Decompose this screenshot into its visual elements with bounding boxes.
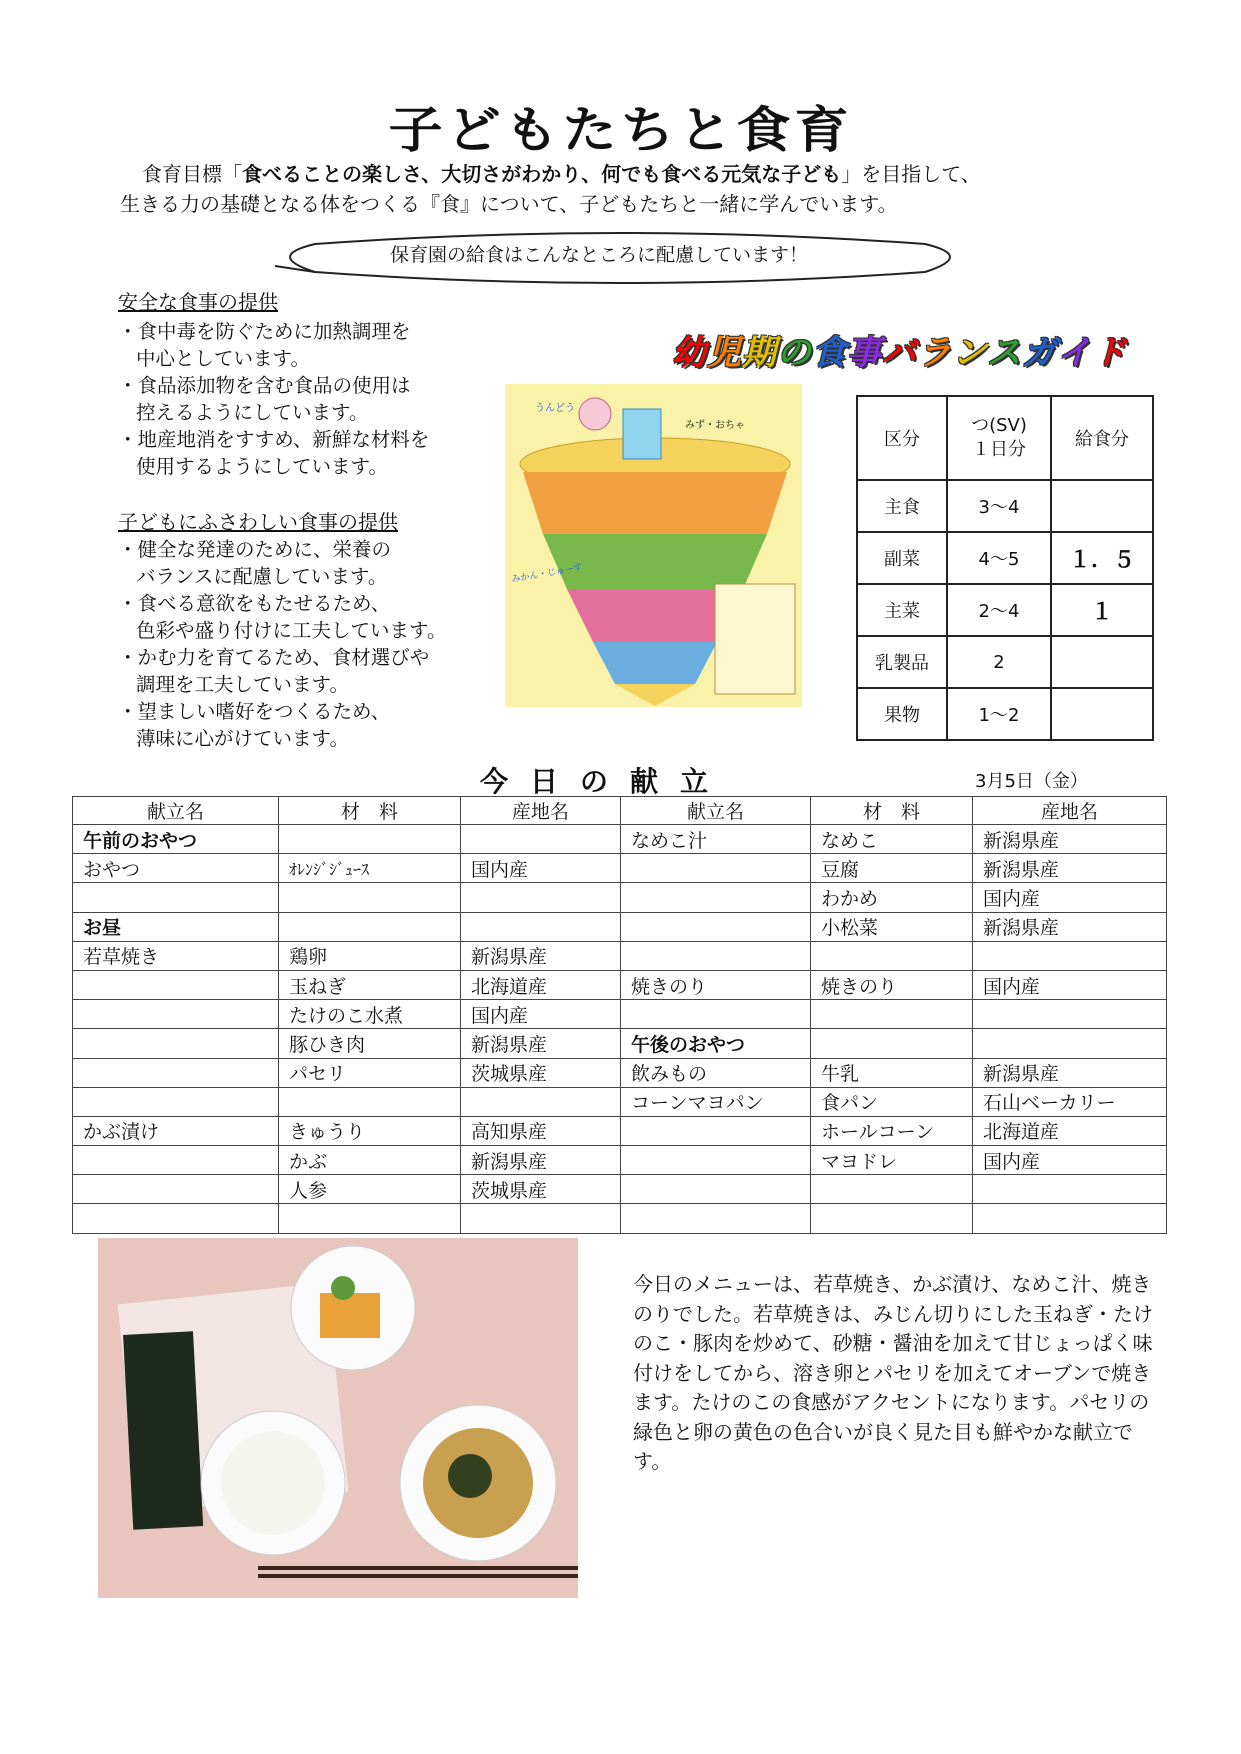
suitable-bullet-item (118, 644, 446, 698)
menu-cell: 北海道産 (973, 1116, 1167, 1145)
section-heading-safety: 安全な食事の提供 (118, 290, 278, 314)
safety-bullet-line: 中心としています。 (136, 347, 310, 370)
menu-cell (73, 1087, 279, 1116)
menu-row (73, 941, 1167, 970)
safety-bullet-item (118, 318, 429, 372)
safety-bullet-line: ・食中毒を防ぐために加熱調理を (118, 320, 411, 343)
sv-cell-school: １ (1051, 584, 1153, 636)
menu-cell (461, 912, 621, 941)
balance-guide-title: 幼児期の食事バランスガイド (672, 333, 1127, 373)
intro-suffix: 」を目指して、 (841, 162, 981, 186)
sv-cell-name: 果物 (857, 688, 947, 740)
menu-cell (73, 1029, 279, 1058)
menu-cell: 石山ベーカリー (973, 1087, 1167, 1116)
menu-cell: コーンマヨパン (621, 1087, 811, 1116)
menu-cell (461, 825, 621, 854)
menu-cell: 国内産 (973, 1146, 1167, 1175)
safety-bullet-line: ・地産地消をすすめ、新鮮な材料を (118, 428, 430, 451)
menu-cell: 茨城県産 (461, 1175, 621, 1204)
sv-cell-sv: 4～5 (947, 532, 1051, 584)
menu-cell: 豆腐 (811, 854, 973, 883)
menu-cell (461, 1204, 621, 1233)
menu-cell: 午後のおやつ (621, 1029, 811, 1058)
section-heading-suitable: 子どもにふさわしい食事の提供 (118, 510, 398, 534)
menu-cell (73, 970, 279, 999)
menu-cell: なめこ汁 (621, 825, 811, 854)
sv-cell-sv: 2 (947, 636, 1051, 688)
sv-row (857, 636, 1153, 688)
suitable-bullet-line: ・食べる意欲をもたせるため、 (118, 592, 391, 615)
safety-bullet-item (118, 372, 429, 426)
menu-cell: 焼きのり (811, 970, 973, 999)
menu-cell (279, 1204, 461, 1233)
safety-bullet-line: ・食品添加物を含む食品の使用は (118, 374, 411, 397)
sv-cell-school (1051, 688, 1153, 740)
menu-row (73, 1029, 1167, 1058)
suitable-bullet-item (118, 536, 446, 590)
sv-row (857, 480, 1153, 532)
menu-cell: 新潟県産 (973, 912, 1167, 941)
menu-cell: かぶ漬け (73, 1116, 279, 1145)
menu-heading: 今日の献立 (480, 765, 731, 798)
menu-cell: 鶏卵 (279, 941, 461, 970)
menu-cell: ホールコーン (811, 1116, 973, 1145)
menu-cell: 人参 (279, 1175, 461, 1204)
sv-cell-name: 副菜 (857, 532, 947, 584)
suitable-bullet-line: バランスに配慮しています。 (136, 565, 388, 588)
sv-header-school-lunch: 給食分 (1051, 396, 1153, 480)
menu-cell (73, 1204, 279, 1233)
menu-cell: パセリ (279, 1058, 461, 1087)
menu-cell (73, 1175, 279, 1204)
menu-row (73, 854, 1167, 883)
menu-cell: たけのこ水煮 (279, 1000, 461, 1029)
pyramid-label-exercise: うんどう (535, 403, 575, 414)
menu-cell (621, 1146, 811, 1175)
menu-row (73, 883, 1167, 912)
menu-cell (973, 941, 1167, 970)
menu-column-header: 材 料 (279, 797, 461, 825)
menu-cell: 国内産 (973, 883, 1167, 912)
menu-cell: 新潟県産 (461, 941, 621, 970)
menu-cell: 新潟県産 (973, 854, 1167, 883)
menu-cell (73, 883, 279, 912)
menu-cell: 小松菜 (811, 912, 973, 941)
menu-cell (811, 1175, 973, 1204)
menu-cell: おやつ (73, 854, 279, 883)
menu-cell (279, 1087, 461, 1116)
suitable-bullet-line: ・健全な発達のために、栄養の (118, 538, 392, 561)
menu-row (73, 1000, 1167, 1029)
menu-column-header: 産地名 (973, 797, 1167, 825)
sv-cell-sv: 1～2 (947, 688, 1051, 740)
menu-column-header: 産地名 (461, 797, 621, 825)
intro-line-1 (142, 160, 981, 188)
menu-cell: 新潟県産 (973, 1058, 1167, 1087)
menu-cell (621, 1175, 811, 1204)
suitable-bullet-line: ・かむ力を育てるため、食材選びや (118, 646, 430, 669)
menu-cell (279, 825, 461, 854)
sv-cell-name: 乳製品 (857, 636, 947, 688)
menu-cell: 北海道産 (461, 970, 621, 999)
menu-cell (621, 883, 811, 912)
menu-cell: 若草焼き (73, 941, 279, 970)
safety-bullet-line: 控えるようにしています。 (136, 401, 369, 424)
menu-cell (73, 1058, 279, 1087)
sv-row (857, 584, 1153, 636)
menu-row (73, 1204, 1167, 1233)
menu-cell: 高知県産 (461, 1116, 621, 1145)
menu-cell (461, 1087, 621, 1116)
intro-prefix: 食育目標「 (142, 162, 242, 186)
sv-row (857, 532, 1153, 584)
menu-cell: 国内産 (461, 854, 621, 883)
sv-cell-school (1051, 636, 1153, 688)
menu-cell: きゅうり (279, 1116, 461, 1145)
menu-cell: 焼きのり (621, 970, 811, 999)
sv-cell-sv: 2～4 (947, 584, 1051, 636)
menu-cell (621, 912, 811, 941)
menu-row (73, 1116, 1167, 1145)
menu-cell (621, 1204, 811, 1233)
menu-cell (73, 1000, 279, 1029)
serving-table (856, 395, 1154, 741)
menu-cell: 玉ねぎ (279, 970, 461, 999)
menu-cell: 食パン (811, 1087, 973, 1116)
sv-header-servings (947, 396, 1051, 480)
sv-cell-school (1051, 480, 1153, 532)
intro-goal: 食べることの楽しさ、大切さがわかり、何でも食べる元気な子ども (242, 162, 842, 186)
menu-row (73, 1175, 1167, 1204)
menu-description: 今日のメニューは、若草焼き、かぶ漬け、なめこ汁、焼きのりでした。若草焼きは、みじん切りにした玉ねぎ・たけのこ・豚肉を炒めて、砂糖・醤油を加えて甘じょっぱく味付けをしてから、溶き卵とパセリを加えてオーブンで焼きます。たけのこの食感がアクセントになります。パセリの緑色と卵の黄色の色合いが良く見た目も鮮やかな献立です。 (633, 1272, 1153, 1473)
menu-column-header: 献立名 (621, 797, 811, 825)
suitable-bullet-item (118, 590, 446, 644)
safety-bullet-line: 使用するようにしています。 (136, 455, 388, 478)
sv-row (857, 688, 1153, 740)
sv-header-unit: つ(SV) (971, 415, 1027, 436)
menu-cell (811, 1204, 973, 1233)
menu-cell (811, 1029, 973, 1058)
menu-row (73, 1058, 1167, 1087)
suitable-bullet-line: 薄味に心がけています。 (136, 727, 349, 750)
menu-cell (279, 883, 461, 912)
menu-row (73, 1146, 1167, 1175)
menu-cell: マヨドレ (811, 1146, 973, 1175)
menu-cell (621, 941, 811, 970)
intro-line-2: 生きる力の基礎となる体をつくる『食』について、子どもたちと一緒に学んでいます。 (120, 192, 898, 216)
menu-row (73, 1087, 1167, 1116)
meal-photo (98, 1238, 578, 1598)
menu-cell: わかめ (811, 883, 973, 912)
bubble-text: 保育園の給食はこんなところに配慮しています！ (390, 244, 809, 266)
suitable-bullet-line: ・望ましい嗜好をつくるため、 (118, 700, 391, 723)
pyramid-label-water: みず・おちゃ (685, 420, 745, 431)
suitable-bullets (118, 536, 446, 752)
menu-cell (73, 1146, 279, 1175)
menu-cell: 茨城県産 (461, 1058, 621, 1087)
menu-cell: 豚ひき肉 (279, 1029, 461, 1058)
menu-row (73, 825, 1167, 854)
sv-cell-school: １．５ (1051, 532, 1153, 584)
menu-cell: 国内産 (461, 1000, 621, 1029)
menu-cell: 午前のおやつ (73, 825, 279, 854)
menu-cell: 新潟県産 (973, 825, 1167, 854)
suitable-bullet-item (118, 698, 446, 752)
menu-column-header: 献立名 (73, 797, 279, 825)
sv-cell-name: 主食 (857, 480, 947, 532)
menu-row (73, 970, 1167, 999)
menu-cell (973, 1204, 1167, 1233)
menu-cell: 牛乳 (811, 1058, 973, 1087)
menu-cell: 飲みもの (621, 1058, 811, 1087)
menu-cell (973, 1029, 1167, 1058)
menu-cell (279, 912, 461, 941)
safety-bullet-item (118, 426, 429, 480)
sv-header-daily: １日分 (972, 439, 1026, 460)
menu-cell: かぶ (279, 1146, 461, 1175)
menu-table (72, 796, 1167, 1234)
menu-row (73, 912, 1167, 941)
menu-date: 3月5日（金） (975, 771, 1088, 792)
menu-cell: 新潟県産 (461, 1146, 621, 1175)
balance-guide-pyramid-image (505, 384, 802, 707)
menu-cell: 新潟県産 (461, 1029, 621, 1058)
menu-cell (811, 941, 973, 970)
menu-cell: お昼 (73, 912, 279, 941)
sv-cell-sv: 3～4 (947, 480, 1051, 532)
menu-cell: なめこ (811, 825, 973, 854)
menu-cell (621, 1116, 811, 1145)
page-title: 子どもたちと食育 (388, 101, 853, 160)
menu-cell (621, 854, 811, 883)
menu-column-header: 材 料 (811, 797, 973, 825)
menu-cell: 国内産 (973, 970, 1167, 999)
menu-cell: ｵﾚﾝｼﾞｼﾞｭｰｽ (279, 854, 461, 883)
menu-cell (973, 1175, 1167, 1204)
suitable-bullet-line: 色彩や盛り付けに工夫しています。 (136, 619, 447, 642)
sv-cell-name: 主菜 (857, 584, 947, 636)
pyramid-label-juice: みかん・じゅーす (510, 562, 584, 586)
sv-header-category: 区分 (857, 396, 947, 480)
menu-cell (973, 1000, 1167, 1029)
safety-bullets (118, 318, 429, 480)
menu-cell (621, 1000, 811, 1029)
menu-cell (461, 883, 621, 912)
suitable-bullet-line: 調理を工夫しています。 (136, 673, 349, 696)
menu-cell (811, 1000, 973, 1029)
